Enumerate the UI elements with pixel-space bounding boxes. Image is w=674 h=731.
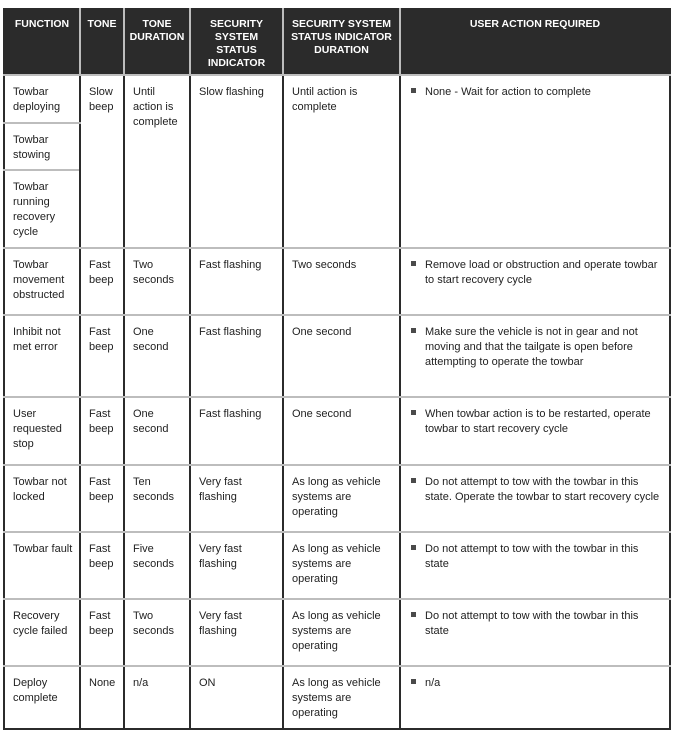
bullet-icon <box>411 88 416 93</box>
table-row <box>4 315 670 397</box>
tone-duration-cell: n/a <box>124 666 190 729</box>
tone-cell: Fast beep <box>80 532 124 599</box>
header-function: FUNCTION <box>4 9 80 75</box>
towbar-status-table <box>3 8 671 730</box>
function-cell: User requested stop <box>4 397 80 465</box>
indicator-cell: Slow flashing <box>190 75 283 248</box>
function-cell: Towbar stowing <box>4 123 80 170</box>
bullet-icon <box>411 545 416 550</box>
header-tone: TONE <box>80 9 124 75</box>
table-row <box>4 397 670 465</box>
user-action-cell <box>400 465 670 532</box>
indicator-cell: Fast flashing <box>190 397 283 465</box>
tone-cell: Fast beep <box>80 248 124 315</box>
user-action-cell <box>400 248 670 315</box>
function-cell: Towbar not locked <box>4 465 80 532</box>
user-action-text: None - Wait for action to complete <box>425 86 591 98</box>
tone-duration-cell: Ten seconds <box>124 465 190 532</box>
user-action-text: Make sure the vehicle is not in gear and not moving and that the tailgate is open before attempting to operate the towbar <box>425 326 638 368</box>
bullet-icon <box>411 478 416 483</box>
tone-duration-cell: Two seconds <box>124 248 190 315</box>
indicator-duration-cell: Until action is complete <box>283 75 400 248</box>
tone-duration-cell: One second <box>124 397 190 465</box>
tone-cell: None <box>80 666 124 729</box>
tone-cell: Fast beep <box>80 315 124 397</box>
indicator-cell: Very fast flashing <box>190 532 283 599</box>
bullet-icon <box>411 328 416 333</box>
bullet-icon <box>411 261 416 266</box>
tone-cell: Slow beep <box>80 75 124 248</box>
user-action-text: Remove load or obstruction and operate towbar to start recovery cycle <box>425 259 658 286</box>
header-indicator-duration: SECURITY SYSTEM STATUS INDICATOR DURATION <box>283 9 400 75</box>
function-cell: Towbar fault <box>4 532 80 599</box>
tone-duration-cell: Five seconds <box>124 532 190 599</box>
tone-duration-cell: One second <box>124 315 190 397</box>
user-action-cell <box>400 532 670 599</box>
indicator-cell: Fast flashing <box>190 248 283 315</box>
function-cell: Deploy complete <box>4 666 80 729</box>
table-row <box>4 666 670 729</box>
tone-cell: Fast beep <box>80 599 124 666</box>
indicator-duration-cell: Two seconds <box>283 248 400 315</box>
table-row <box>4 532 670 599</box>
tone-duration-cell: Until action is complete <box>124 75 190 248</box>
indicator-duration-cell: As long as vehicle systems are operating <box>283 465 400 532</box>
function-cell: Towbar running recovery cycle <box>4 170 80 248</box>
user-action-text: Do not attempt to tow with the towbar in this state. Operate the towbar to start recovery cycle <box>425 476 660 503</box>
header-tone-duration: TONE DURATION <box>124 9 190 75</box>
user-action-text: n/a <box>425 677 441 689</box>
user-action-text: When towbar action is to be restarted, operate towbar to start recovery cycle <box>425 408 651 435</box>
table-row <box>4 465 670 532</box>
table-row <box>4 599 670 666</box>
function-cell: Towbar movement obstructed <box>4 248 80 315</box>
tone-duration-cell: Two seconds <box>124 599 190 666</box>
tone-cell: Fast beep <box>80 397 124 465</box>
bullet-icon <box>411 612 416 617</box>
table-row <box>4 75 670 123</box>
user-action-cell <box>400 75 670 248</box>
function-cell: Recovery cycle failed <box>4 599 80 666</box>
indicator-duration-cell: As long as vehicle systems are operating <box>283 666 400 729</box>
table-row <box>4 248 670 315</box>
indicator-cell: Very fast flashing <box>190 465 283 532</box>
user-action-cell <box>400 599 670 666</box>
user-action-cell <box>400 397 670 465</box>
function-cell: Inhibit not met error <box>4 315 80 397</box>
function-cell: Towbar deploying <box>4 75 80 123</box>
bullet-icon <box>411 410 416 415</box>
bullet-icon <box>411 679 416 684</box>
indicator-duration-cell: One second <box>283 397 400 465</box>
indicator-duration-cell: As long as vehicle systems are operating <box>283 532 400 599</box>
indicator-cell: Very fast flashing <box>190 599 283 666</box>
header-row <box>4 9 670 75</box>
indicator-duration-cell: As long as vehicle systems are operating <box>283 599 400 666</box>
header-indicator: SECURITY SYSTEM STATUS INDICATOR <box>190 9 283 75</box>
user-action-cell <box>400 666 670 729</box>
indicator-cell: ON <box>190 666 283 729</box>
tone-cell: Fast beep <box>80 465 124 532</box>
indicator-duration-cell: One second <box>283 315 400 397</box>
user-action-text: Do not attempt to tow with the towbar in this state <box>425 610 639 637</box>
user-action-text: Do not attempt to tow with the towbar in this state <box>425 543 639 570</box>
header-user-action: USER ACTION REQUIRED <box>400 9 670 75</box>
indicator-cell: Fast flashing <box>190 315 283 397</box>
user-action-cell <box>400 315 670 397</box>
